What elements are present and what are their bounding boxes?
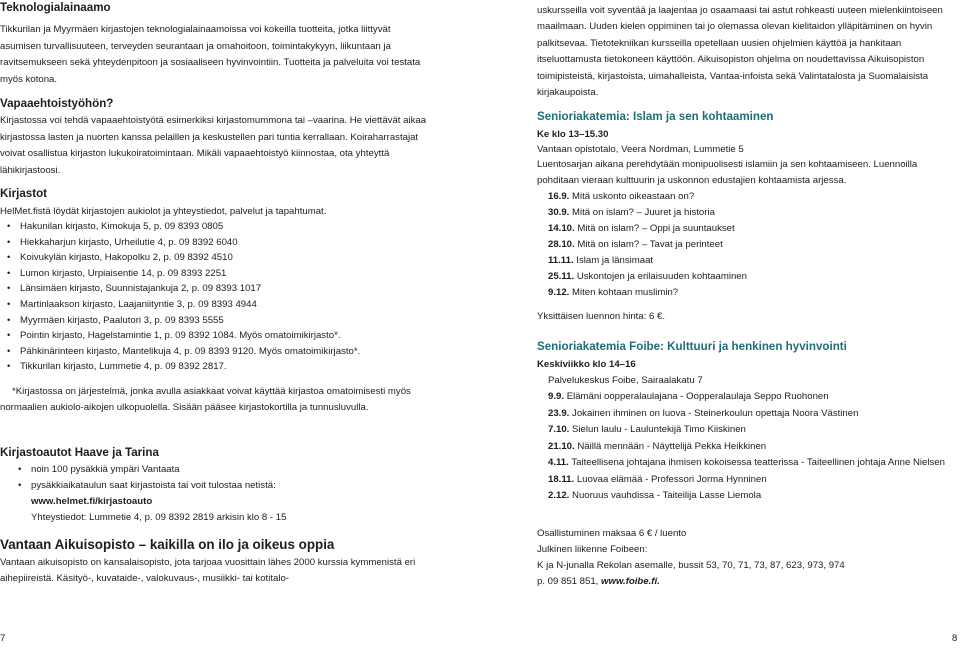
list-item (548, 422, 960, 439)
lecture-title: Miten kohtaan muslimin? (569, 287, 679, 298)
foibe-lecture-list (548, 389, 960, 505)
page-number-right: 8 (952, 633, 958, 644)
islam-lecture-list (548, 189, 948, 301)
teknologialainaamo-text: Tikkurilan ja Myyrmäen kirjastojen teknologialainaamoissa voi kokeilla tuotteita, jotka liittyvät asumisen turvallisuuteen, terveyden seurantaan ja omahoitoon, toimintakykyyn, liikuntaan ja ravitsemukseen sekä yhteydenpitoon ja sosiaaliseen hyvinvointiin. Tuotteita ja palveluita voi testata myös kotona. (0, 24, 421, 85)
list-item (548, 189, 948, 205)
aikuisopisto-text: Vantaan aikuisopisto on kansalaisopisto, jota tarjoaa vuosittain lähes 2000 kurssia kymmenistä eri aihepiireistä. Käsityö-, kuvataide-, valokuvaus-, musiikki- tai kotitalo- (0, 557, 416, 584)
section-heading-teknologialainaamo: Teknologialainaamo (0, 1, 111, 14)
kirjastoauto-list (11, 462, 431, 493)
lecture-title: Jokainen ihminen on luova - Steinerkoulun opettaja Noora Västinen (572, 407, 859, 419)
vapaaehtoistyo-text: Kirjastossa voi tehdä vapaaehtoistyötä esimerkiksi kirjastomummona tai –vaarina. He viettävät aikaa kirjastossa lasten ja nuorten kanssa pelaillen ja keskustellen pari tuntia kerrallaan. Koiraharrastajat voivat osallistua kirjaston lukukoiratoimintaan. Mikäli vapaaehtoistyö kiinnostaa, ota yhteyttä lähikirjastoosi. (0, 115, 427, 176)
list-item (548, 221, 948, 237)
list-item (548, 406, 960, 423)
list-item: • pysäkkiaikataulun saat kirjastoista tai voit tulostaa netistä: (11, 478, 431, 494)
lecture-date: 7.10. (548, 424, 570, 435)
list-item (548, 269, 948, 285)
foibe-link[interactable]: www.foibe.fi. (601, 576, 660, 587)
lecture-date: 21.10. (548, 440, 575, 452)
lecture-title: Mitä on islam? – Tavat ja perinteet (577, 239, 723, 250)
lecture-date: 28.10. (548, 239, 575, 250)
islam-description: Luentosarjan aikana perehdytään monipuolisesti islamiin ja sen kohtaamiseen. Luennoilla pohditaan vieraan kulttuurin ja uskonnon edustajien kohtaamista arjessa. (537, 159, 918, 186)
list-item: • Pähkinärinteen kirjasto, Mantelikuja 4, p. 09 8393 9120. Myös omatoimikirjasto*. (0, 344, 440, 360)
lecture-date: 9.12. (548, 287, 570, 298)
section-heading-aikuisopisto: Vantaan Aikuisopisto – kaikilla on ilo ja oikeus oppia (0, 537, 335, 552)
lecture-title: Mitä on islam? – Oppi ja suuntaukset (577, 223, 735, 234)
list-item (548, 253, 948, 269)
section-heading-islam: Senioriakatemia: Islam ja sen kohtaaminen (537, 110, 774, 123)
section-heading-kirjastoautot: Kirjastoautot Haave ja Tarina (0, 446, 159, 459)
list-item: • Myyrmäen kirjasto, Paalutori 3, p. 09 8393 5555 (0, 313, 440, 329)
list-item: • Länsimäen kirjasto, Suunnistajankuja 2, p. 09 8393 1017 (0, 281, 440, 297)
lecture-title: Taiteellisena johtajana ihmisen kokoisessa teatterissa - Taiteellinen johtaja Anne Nielsen (571, 457, 945, 468)
foibe-contact (537, 574, 660, 589)
list-item (548, 237, 948, 253)
section-heading-vapaaehtoistyo: Vapaaehtoistyöhön? (0, 97, 114, 110)
foibe-place: Palvelukeskus Foibe, Sairaalakatu 7 (548, 375, 703, 386)
islam-time: Ke klo 13–15.30 (537, 129, 609, 140)
list-item (548, 455, 953, 472)
foibe-time: Keskiviikko klo 14–16 (537, 359, 636, 370)
lecture-date: 25.11. (548, 271, 575, 282)
lecture-date: 2.12. (548, 490, 570, 501)
lecture-title: Mitä on islam? – Juuret ja historia (572, 207, 715, 218)
islam-price: Yksittäisen luennon hinta: 6 €. (537, 311, 666, 322)
islam-place: Vantaan opistotalo, Veera Nordman, Lummetie 5 (537, 144, 744, 155)
library-list (0, 219, 440, 375)
kirjastoauto-link[interactable]: www.helmet.fi/kirjastoauto (31, 496, 153, 507)
foibe-price: Osallistuminen maksaa 6 € / luento (537, 528, 687, 539)
list-item: • Martinlaakson kirjasto, Laajaniityntie 3, p. 09 8393 4944 (0, 297, 440, 313)
list-item (548, 205, 948, 221)
list-item (548, 285, 948, 301)
lecture-date: 9.9. (548, 391, 565, 402)
section-heading-kirjastot: Kirjastot (0, 187, 48, 200)
lecture-title: Nuoruus vauhdissa - Taiteilija Lasse Liemola (572, 490, 762, 501)
section-heading-foibe: Senioriakatemia Foibe: Kulttuuri ja henkinen hyvinvointi (537, 340, 847, 353)
foibe-transport-label: Julkinen liikenne Foibeen: (537, 544, 648, 555)
lecture-title: Näillä mennään - Näyttelijä Pekka Heikkinen (577, 440, 767, 452)
list-item (548, 472, 960, 489)
lecture-title: Sielun laulu - Lauluntekijä Timo Kiiskinen (572, 424, 746, 435)
list-item: • Hiekkaharjun kirjasto, Urheilutie 4, p. 09 8392 6040 (0, 235, 440, 251)
list-item: • Hakunilan kirjasto, Kimokuja 5, p. 09 8393 0805 (0, 219, 440, 235)
omatoimi-footnote: *Kirjastossa on järjestelmä, jonka avulla asiakkaat voivat käyttää kirjastoa omatoimisesti myös normaalien aukiolo-aikojen ulkopuolella. Sisään pääsee kirjastokortilla ja tunnusluvulla. (0, 386, 411, 414)
lecture-date: 4.11. (548, 457, 569, 468)
page-number-left: 7 (0, 633, 6, 644)
foibe-phone: p. 09 851 851, (537, 576, 602, 587)
list-item: • Koivukylän kirjasto, Hakopolku 2, p. 09 8392 4510 (0, 250, 440, 266)
lecture-date: 18.11. (548, 473, 575, 485)
kirjastoauto-contact: Yhteystiedot: Lummetie 4, p. 09 8392 2819 arkisin klo 8 - 15 (31, 512, 287, 523)
foibe-transport: K ja N-junalla Rekolan asemalle, bussit 53, 70, 71, 73, 87, 623, 973, 974 (537, 560, 845, 571)
list-item: • noin 100 pysäkkiä ympäri Vantaata (11, 462, 431, 478)
lecture-title: Elämäni oopperalaulajana - Oopperalaulaja Seppo Ruohonen (566, 391, 829, 402)
list-item (548, 389, 960, 406)
kirjastot-intro: HelMet.fistä löydät kirjastojen aukiolot ja yhteystiedot, palvelut ja tapahtumat. (0, 206, 327, 217)
lecture-title: Mitä uskonto oikeastaan on? (572, 191, 695, 202)
list-item: • Pointin kirjasto, Hagelstamintie 1, p. 09 8392 1084. Myös omatoimikirjasto*. (0, 328, 440, 344)
lecture-title: Islam ja länsimaat (576, 255, 654, 266)
lecture-date: 23.9. (548, 407, 570, 419)
lecture-title: Luovaa elämää - Professori Jorma Hynninen (576, 473, 767, 485)
aikuisopisto-text-continued: uskursseilla voit syventää ja laajentaa jo osaamaasi tai astut rohkeasti uuteen mielenkiintoiseen maailmaan. Uuden kielen oppiminen tai jo olemassa olevan kielitaidon ylläpitäminen on hyvin palkitsevaa. Tietotekniikan kursseilla opetellaan uusien ohjelmien käyttöä ja hankitaan itseluottamusta tietokoneen käyttöön. Aikuisopiston ohjelma on noudettavissa Aikuisopiston toimipisteistä, kirjastoista, uimahalleista, Vantaa-infoista sekä Valintatalosta ja Suomalaisista kirjakaupoista. (537, 5, 943, 99)
lecture-title: Uskontojen ja erilaisuuden kohtaaminen (576, 271, 747, 282)
list-item: • Lumon kirjasto, Urpiaisentie 14, p. 09 8393 2251 (0, 266, 440, 282)
list-item (548, 488, 960, 505)
list-item: • Tikkurilan kirjasto, Lummetie 4, p. 09 8392 2817. (0, 359, 440, 375)
lecture-date: 14.10. (548, 223, 575, 234)
list-item (548, 439, 960, 456)
lecture-date: 16.9. (548, 191, 570, 202)
lecture-date: 11.11. (548, 255, 574, 266)
lecture-date: 30.9. (548, 207, 570, 218)
